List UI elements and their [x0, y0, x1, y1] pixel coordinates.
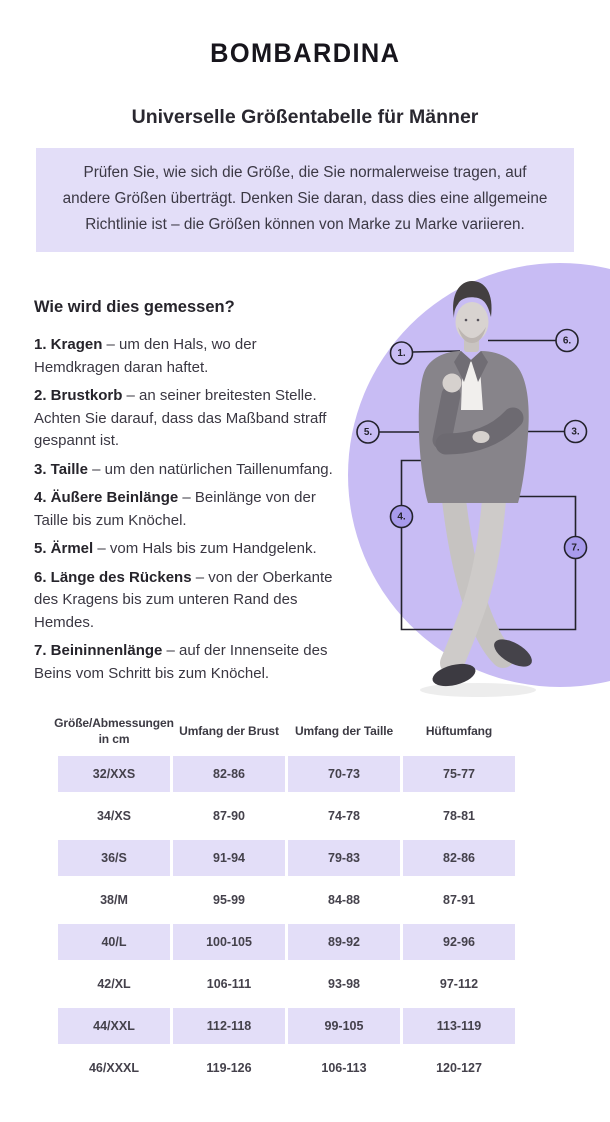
hand	[473, 431, 490, 443]
cell-chest: 91-94	[173, 840, 285, 876]
table-row	[58, 924, 515, 960]
callout-1	[391, 342, 413, 364]
cell-waist: 74-78	[288, 798, 400, 834]
column-header-chest: Umfang der Brust	[179, 724, 279, 738]
cell-size: 38/M	[58, 882, 170, 918]
measure-item-2: 2. Brustkorb – an seiner breitesten Stelle. Achten Sie darauf, dass das Maßband straff gespannt ist.	[34, 387, 327, 449]
cell-waist: 93-98	[288, 966, 400, 1002]
callout-7	[565, 537, 587, 559]
measure-item-4: 4. Äußere Beinlänge – Beinlänge von der Taille bis zum Knöchel.	[34, 489, 316, 529]
measurement-illustration	[330, 250, 610, 710]
instructions-heading: Wie wird dies gemessen?	[34, 298, 235, 316]
info-box: Prüfen Sie, wie sich die Größe, die Sie normalerweise tragen, auf andere Größen überträgt. Denken Sie daran, dass dies eine allgemeine Richtlinie ist – die Größen können von Marke zu Marke variieren.	[36, 148, 574, 252]
cell-size: 46/XXXL	[58, 1050, 170, 1086]
forearm-raised	[442, 395, 451, 440]
eye-left	[465, 319, 468, 322]
fist	[443, 374, 462, 393]
eye-right	[477, 319, 480, 322]
callout-1-label: 1.	[397, 348, 406, 359]
cell-hip: 120-127	[403, 1050, 515, 1086]
cell-hip: 92-96	[403, 924, 515, 960]
brand-logo: BOMBARDINA	[209, 38, 401, 68]
cell-chest: 95-99	[173, 882, 285, 918]
cell-chest: 100-105	[173, 924, 285, 960]
table-row	[58, 966, 515, 1002]
cell-hip: 113-119	[403, 1008, 515, 1044]
table-row	[58, 756, 515, 792]
cell-waist: 99-105	[288, 1008, 400, 1044]
cell-size: 40/L	[58, 924, 170, 960]
cell-size: 36/S	[58, 840, 170, 876]
cell-size: 34/XS	[58, 798, 170, 834]
cell-waist: 70-73	[288, 756, 400, 792]
cell-hip: 87-91	[403, 882, 515, 918]
measure-item-6: 6. Länge des Rückens – von der Oberkante des Kragens bis zum unteren Rand des Hemdes.	[34, 568, 333, 631]
measurement-instructions	[34, 296, 342, 691]
callout-6-label: 6.	[562, 335, 572, 347]
measure-item-1: 1. Kragen – um den Hals, wo der Hemdkragen daran haftet.	[34, 336, 257, 376]
cell-size: 42/XL	[58, 966, 170, 1002]
column-header-waist: Umfang der Taille	[294, 724, 394, 738]
cell-chest: 82-86	[173, 756, 285, 792]
callout-5	[357, 421, 379, 443]
cell-chest: 112-118	[173, 1008, 285, 1044]
cell-waist: 79-83	[288, 840, 400, 876]
cell-size: 32/XXS	[58, 756, 170, 792]
illustration-svg	[330, 250, 610, 710]
cell-size: 44/XXL	[58, 1008, 170, 1044]
callout-5-label: 5.	[363, 427, 373, 438]
header	[0, 40, 610, 67]
measure-item-7: 7. Beininnenlänge – auf der Innenseite des Beins vom Schritt bis zum Knöchel.	[34, 642, 328, 682]
cell-waist: 84-88	[288, 882, 400, 918]
callout-4-label: 4.	[397, 511, 406, 523]
shadow	[420, 683, 536, 697]
callout-7-label: 7.	[571, 542, 580, 554]
cell-chest: 119-126	[173, 1050, 285, 1086]
callout-6	[556, 330, 578, 352]
cell-waist: 106-113	[288, 1050, 400, 1086]
page-title: Universelle Größentabelle für Männer	[131, 106, 479, 128]
callout-3	[565, 421, 587, 443]
table-header-row	[54, 713, 515, 749]
face	[456, 302, 489, 342]
table-row	[58, 882, 515, 918]
cell-chest: 106-111	[173, 966, 285, 1002]
column-header-hip: Hüftumfang	[425, 724, 493, 738]
cell-waist: 89-92	[288, 924, 400, 960]
measure-item-5: 5. Ärmel – vom Hals bis zum Handgelenk.	[34, 540, 317, 557]
table-row	[58, 1050, 515, 1086]
cell-hip: 97-112	[403, 966, 515, 1002]
cell-hip: 82-86	[403, 840, 515, 876]
callout-4	[391, 506, 413, 528]
table-row	[58, 798, 515, 834]
callout-3-label: 3.	[571, 426, 580, 438]
table-row	[58, 840, 515, 876]
cell-hip: 78-81	[403, 798, 515, 834]
cell-hip: 75-77	[403, 756, 515, 792]
table-row	[58, 1008, 515, 1044]
column-header-size: Größe/Abmessungen in cm	[54, 716, 174, 746]
size-table	[54, 713, 515, 1092]
measure-item-3: 3. Taille – um den natürlichen Taillenumfang.	[34, 460, 333, 478]
cell-chest: 87-90	[173, 798, 285, 834]
